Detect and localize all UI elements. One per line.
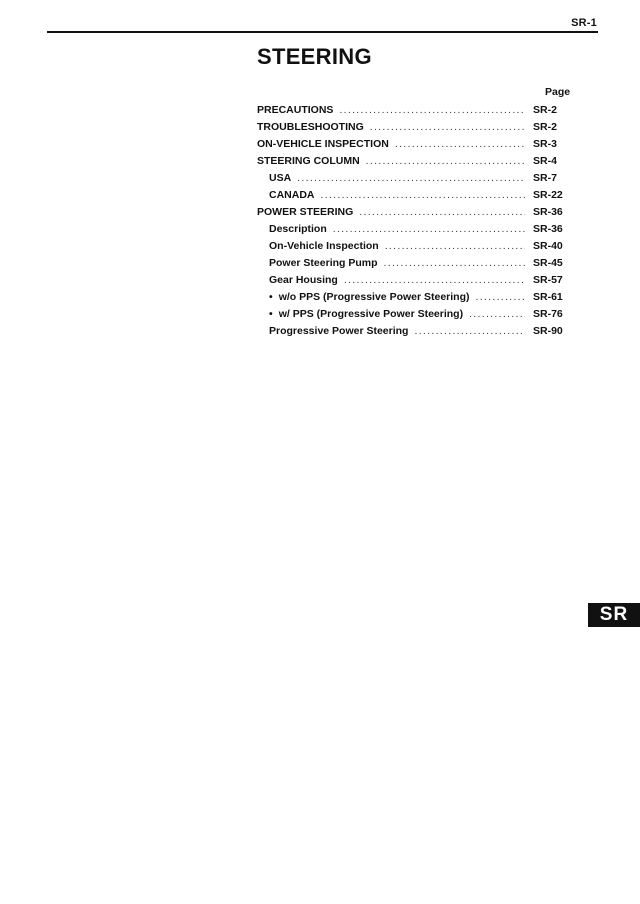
dot-leader (333, 221, 525, 238)
toc-entry-label (257, 119, 364, 136)
toc-entry-label (269, 187, 315, 204)
dot-leader (395, 136, 525, 153)
toc-entry-label (257, 136, 389, 153)
toc-entry-page: SR-61 (533, 291, 563, 303)
toc-entry[interactable] (257, 153, 579, 170)
toc-entry-page: SR-76 (533, 308, 563, 320)
page-title: STEERING (257, 44, 372, 69)
section-tab-marker: SR (588, 603, 640, 627)
toc-entry-text: PRECAUTIONS (257, 104, 334, 116)
toc-entry-page: SR-4 (533, 155, 557, 167)
toc-entry[interactable] (257, 187, 579, 204)
toc-entry-text: Progressive Power Steering (269, 325, 409, 337)
toc-entry-label (257, 102, 333, 119)
toc-entry-page: SR-3 (533, 138, 557, 150)
dot-leader (366, 153, 525, 170)
toc-entry-text: Description (269, 223, 327, 235)
dot-leader (476, 289, 526, 306)
bullet-icon: • (269, 291, 273, 303)
toc-entry[interactable] (257, 272, 579, 289)
toc-entry-page: SR-36 (533, 206, 563, 218)
toc-entry[interactable] (257, 306, 579, 323)
header-rule (47, 31, 598, 33)
toc-entry-text: w/ PPS (Progressive Power Steering) (278, 308, 464, 320)
toc-entry-text: w/o PPS (Progressive Power Steering) (278, 291, 470, 303)
toc-entry[interactable] (257, 119, 579, 136)
toc-entry-label (269, 306, 463, 323)
toc-entry-text: POWER STEERING (257, 206, 354, 218)
page-code: SR-1 (571, 17, 597, 29)
toc-entry-label (257, 153, 360, 170)
toc-entry[interactable] (257, 255, 579, 272)
dot-leader (321, 187, 526, 204)
toc-entry-label (269, 255, 378, 272)
toc-entry-label (269, 221, 327, 238)
bullet-icon: • (269, 308, 273, 320)
toc-entry-label (257, 204, 353, 221)
toc-entry-page: SR-2 (533, 104, 557, 116)
dot-leader (297, 170, 525, 187)
table-of-contents (257, 102, 579, 340)
toc-entry-label (269, 289, 470, 306)
toc-entry-label (269, 272, 338, 289)
dot-leader (370, 119, 525, 136)
dot-leader (414, 323, 525, 340)
toc-entry-page: SR-7 (533, 172, 557, 184)
toc-entry-page: SR-45 (533, 257, 563, 269)
dot-leader (344, 272, 525, 289)
toc-entry-label (269, 323, 408, 340)
toc-entry-label (269, 170, 291, 187)
dot-leader (359, 204, 525, 221)
toc-entry[interactable] (257, 170, 579, 187)
toc-entry[interactable] (257, 204, 579, 221)
toc-entry-page: SR-40 (533, 240, 563, 252)
toc-entry[interactable] (257, 238, 579, 255)
toc-entry-text: STEERING COLUMN (257, 155, 360, 167)
toc-page-heading: Page (545, 86, 571, 98)
toc-entry-text: Power Steering Pump (269, 257, 378, 269)
toc-entry[interactable] (257, 323, 579, 340)
toc-entry-page: SR-57 (533, 274, 563, 286)
toc-entry-text: Gear Housing (269, 274, 338, 286)
dot-leader (469, 306, 525, 323)
toc-entry[interactable] (257, 289, 579, 306)
toc-entry-text: On-Vehicle Inspection (269, 240, 379, 252)
toc-entry-text: CANADA (269, 189, 315, 201)
toc-entry-text: TROUBLESHOOTING (257, 121, 364, 133)
toc-entry-page: SR-22 (533, 189, 563, 201)
toc-entry[interactable] (257, 221, 579, 238)
toc-entry[interactable] (257, 136, 579, 153)
toc-entry[interactable] (257, 102, 579, 119)
toc-entry-label (269, 238, 379, 255)
toc-entry-text: ON-VEHICLE INSPECTION (257, 138, 389, 150)
dot-leader (384, 255, 525, 272)
dot-leader (385, 238, 525, 255)
toc-entry-page: SR-36 (533, 223, 563, 235)
dot-leader (339, 102, 525, 119)
toc-entry-page: SR-2 (533, 121, 557, 133)
toc-entry-page: SR-90 (533, 325, 563, 337)
toc-entry-text: USA (269, 172, 292, 184)
